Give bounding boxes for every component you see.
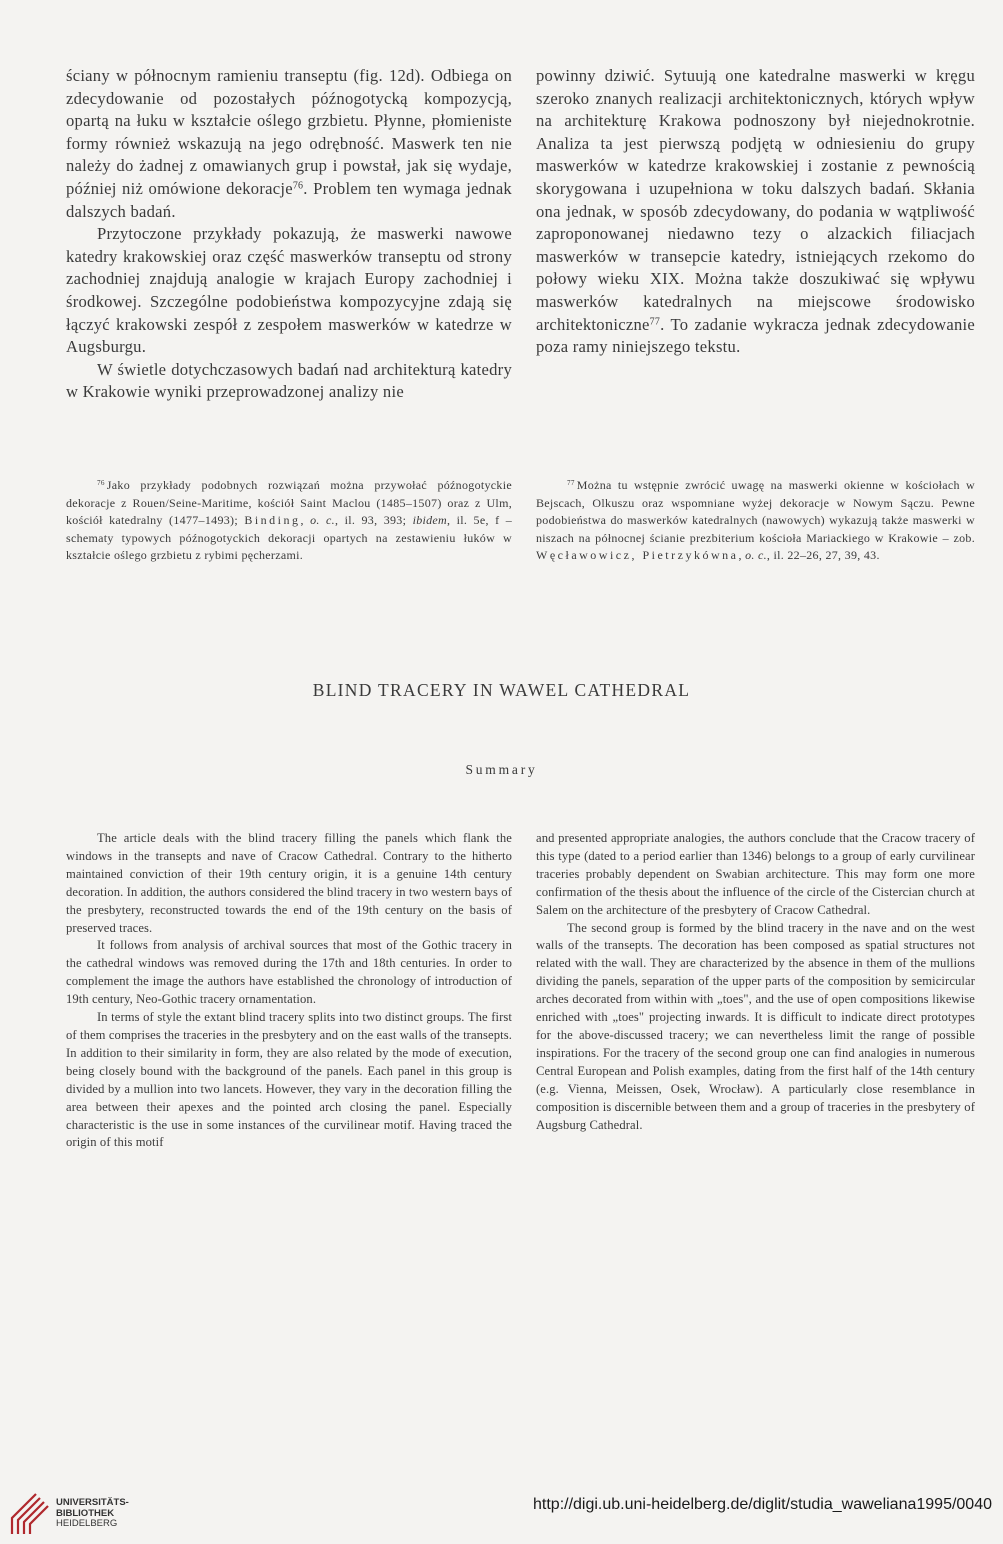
paragraph: powinny dziwić. Sytuują one katedralne maswerki w kręgu szeroko znanych realizacji architektonicznych, których wpływ na architekturę Krakowa podnoszony był niejednokrotnie. Analiza ta jest pierwszą podjętą w odniesieniu do grupy maswerków w katedrze krakowskiej i zostanie z pewnością skorygowana i uzupełniona w toku dalszych badań. Skłania ona jednak, w sposób zdecydowany, do podania w wątpliwość zaproponowanej niedawno tezy o alzackich filiacjach maswerków w transepcie katedry, istniejących rzekomo do połowy wieku XIX. Można także doszukiwać się wpływu maswerków katedralnych na miejscowe środowisko architektoniczne$^{77}$. To zadanie wykracza jednak zdecydowanie poza ramy niniejszego tekstu. (536, 66, 975, 357)
paragraph: Przytoczone przykłady pokazują, że maswerki nawowe katedry krakowskiej oraz część maswerków transeptu od strony zachodniej znajdują analogie w krajach Europy zachodniej i środkowej. Szczególne podobieństwa kompozycyjne zdają się łączyć krakowski zespół z zespołem maswerków w katedrze w Augsburgu. (66, 224, 512, 357)
source-url-link[interactable]: http://digi.ub.uni-heidelberg.de/diglit/studia_waweliana1995/0040 (533, 1496, 992, 1513)
footnote-ref[interactable]: 77 (649, 316, 661, 328)
summary-left-column (66, 830, 512, 1152)
logo-graphic (10, 1488, 52, 1536)
footnote-mark: 77 (567, 479, 575, 488)
paragraph: ściany w północnym ramieniu transeptu (fig. 12d). Odbiega on zdecydowanie od pozostałych późnogotycką kompozycją, opartą na łuku w kształcie oślego grzbietu. Płynne, płomieniste formy również wskazują na jego odrębność. Maswerk ten nie należy do żadnej z omawianych grup i powstał, jak się wydaje, później niż omówione dekoracje$^{76}$. Problem ten wymaga jednak dalszych badań. (66, 66, 512, 221)
paragraph: W świetle dotychczasowych badań nad architekturą katedry w Krakowie wyniki przeprowadzonej analizy nie (66, 359, 512, 402)
summary-subtitle: Summary (465, 762, 538, 777)
polish-text-left-column (66, 65, 512, 404)
paragraph: It follows from analysis of archival sources that most of the Gothic tracery in the cathedral windows was removed during the 17th and 18th centuries. In order to complement the image the authors have established the chronology of introduction of 19th century, Neo-Gothic tracery ornamentation. (66, 938, 512, 1007)
polish-text-right-column (536, 65, 975, 359)
author-name: Binding (244, 513, 301, 528)
footnote-ref[interactable]: 76 (292, 180, 304, 192)
paragraph: and presented appropriate analogies, the authors conclude that the Cracow tracery of this type (dated to a period earlier than 1346) belongs to a group of early curvilinear traceries probably dependent on Swabian architecture. This may form one more confirmation of the thesis about the influence of the circle of the Cistercian church at Salem on the architecture of the presbytery of Cracow Cathedral. (536, 831, 975, 917)
paragraph: The second group is formed by the blind tracery in the nave and on the west walls of the transepts. The decoration has been composed as spatial structures not related with the wall. They are characterized by the absence in them of the mullions dividing the panels, separation of the upper parts of the composition by semicircular arches decorated from within with „toes", and the use of open compositions likewise enriched with „toes" projecting inwards. It is difficult to indicate direct prototypes for the above-discussed tracery; we can nevertheless limit the range of possible inspirations. For the tracery of the second group one can find analogies in numerous Central European and Polish examples, dating from the first half of the 14th century (e.g. Vienna, Meissen, Osek, Wrocław). A particularly close resemblance in composition is discernible between them and a group of traceries in the presbytery of Augsburg Cathedral. (536, 920, 975, 1132)
summary-title: BLIND TRACERY IN WAWEL CATHEDRAL (312, 680, 691, 700)
footnote-mark: 76 (97, 479, 105, 488)
library-name: UNIVERSITÄTS- BIBLIOTHEK HEIDELBERG (56, 1497, 129, 1529)
summary-right-column (536, 830, 975, 1134)
footnote-76: $^{76}$ Jako przykłady podobnych rozwiązań można przywołać późnogotyckie dekoracje z Rouen/Seine-Maritime, kościół Saint Maclou (1485–1507) oraz z Ulm, kościół katedralny (1477–1493); Binding, o. c., il. 93, 393; ibidem, il. 5e, f – schematy typowych późnogotyckich dekoracji opartych na zestawieniu łuków w kształcie oślego grzbietu z rybimi pęcherzami. (66, 478, 513, 563)
paragraph: In terms of style the extant blind tracery splits into two distinct groups. The first of them comprises the traceries in the presbytery and on the east walls of the transepts. In addition to their similarity in form, they are also related by the mode of execution, being closely bound with the background of the panels. Each panel in this group is divided by a mullion into two lancets. However, they vary in the decoration filling the area between their apexes and the pointed arch closing the panel. Especially characteristic is the use in some instances of the curvilinear motif. Having traced the origin of this motif (66, 1010, 512, 1150)
heidelberg-library-logo-icon[interactable] (10, 1488, 52, 1541)
footnote-77: $^{77}$ Można tu wstępnie zwrócić uwagę na maswerki okienne w kościołach w Bejscach, Olkuszu oraz wspomniane wyżej dekoracje w Nowym Sączu. Pewne podobieństwa do maswerków katedralnych (nawowych) wykazują także maswerki w niszach na północnej ścianie prezbiterium kościoła Mariackiego w Krakowie – zob. Węcławowicz, Pietrzykówna, o. c., il. 22–26, 27, 39, 43. (536, 478, 975, 563)
author-names: Węcławowicz, Pietrzykówna (536, 548, 739, 563)
paragraph: The article deals with the blind tracery filling the panels which flank the windows in the transepts and nave of Cracow Cathedral. Contrary to the hitherto maintained conviction of their 19th century origin, it is a genuine 14th century decoration. In addition, the authors considered the blind tracery in two western bays of the presbytery, reconstructed towards the end of the 19th century on the basis of preserved traces. (66, 831, 512, 935)
